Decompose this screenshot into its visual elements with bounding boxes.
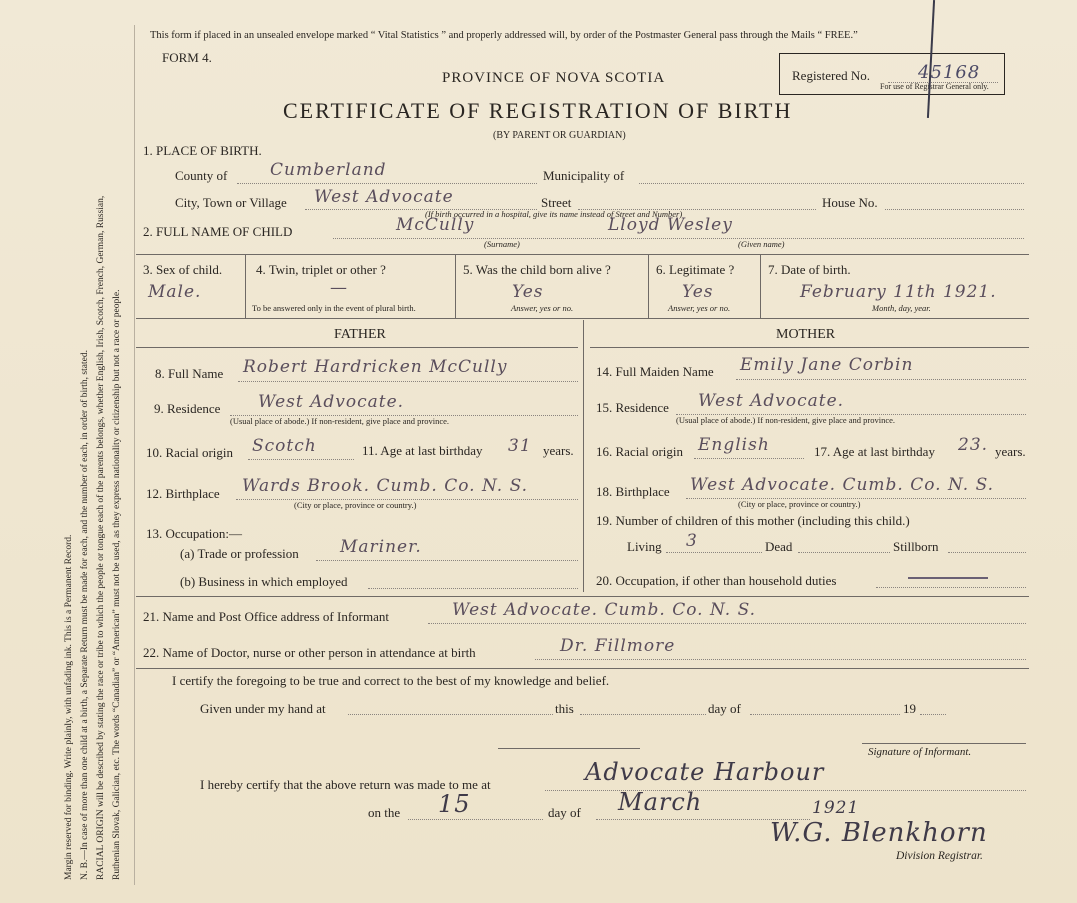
legitimate-note: Answer, yes or no.	[668, 303, 731, 313]
on-the-line	[408, 819, 543, 820]
given-under-line	[348, 714, 553, 715]
father-racial-value: Scotch	[252, 436, 317, 456]
father-heading-rule	[136, 347, 578, 348]
short-signature-rule	[498, 748, 640, 749]
registered-label: Registered No.	[792, 68, 870, 83]
alive-label: 5. Was the child born alive ?	[463, 262, 611, 277]
mother-racial-label: 16. Racial origin	[596, 444, 684, 459]
mother-occupation-dash	[908, 577, 988, 579]
mother-residence-value: West Advocate.	[698, 391, 845, 411]
dead-line	[798, 552, 890, 553]
child-name-label: 2. FULL NAME OF CHILD	[143, 224, 293, 239]
mother-birthplace-note: (City or place, province or country.)	[738, 499, 861, 509]
given-under-label: Given under my hand at	[200, 701, 326, 716]
informant-value: West Advocate. Cumb. Co. N. S.	[452, 600, 757, 620]
details-divider-1	[245, 254, 246, 318]
certify-top-rule	[136, 668, 1029, 669]
margin-line-1: Margin reserved for binding. Write plainly, with unfading ink. This is a Permanent Record.	[64, 534, 74, 880]
mother-age-label: 17. Age at last birthday	[814, 444, 935, 459]
mother-racial-value: English	[698, 435, 770, 455]
father-birthplace-note: (City or place, province or country.)	[294, 500, 417, 510]
father-residence-note: (Usual place of abode.) If non-resident, give place and province.	[230, 416, 450, 426]
this-label: this	[555, 701, 574, 716]
mother-occupation-label: 20. Occupation, if other than household duties	[596, 573, 837, 588]
registrar-place: Advocate Harbour	[585, 758, 825, 786]
father-racial-label: 10. Racial origin	[146, 445, 234, 460]
postal-notice: This form if placed in an unsealed envelope marked “ Vital Statistics ” and properly addressed will, by order of the Postmaster General pass through the Mails “ FREE.”	[150, 30, 858, 41]
county-line	[237, 183, 537, 184]
mother-heading-rule	[590, 347, 1029, 348]
mother-name-value: Emily Jane Corbin	[740, 355, 914, 375]
form-number: FORM 4.	[162, 50, 212, 65]
registered-year-value: 1921	[812, 798, 860, 818]
informant-signature-caption: Signature of Informant.	[868, 746, 972, 758]
father-name-line	[238, 381, 578, 382]
house-no-line	[885, 209, 1024, 210]
hospital-note: (If birth occurred in a hospital, give its name instead of Street and Number)	[425, 209, 683, 219]
informant-label: 21. Name and Post Office address of Informant	[143, 609, 389, 624]
trade-line	[316, 560, 578, 561]
place-of-birth-heading: 1. PLACE OF BIRTH.	[143, 143, 262, 158]
street-label: Street	[541, 195, 572, 210]
certificate-subtitle: (BY PARENT OR GUARDIAN)	[493, 130, 626, 141]
business-line	[368, 588, 578, 589]
children-count-label: 19. Number of children of this mother (including this child.)	[596, 513, 910, 528]
day-of-label: day of	[708, 701, 741, 716]
father-racial-line	[248, 459, 354, 460]
county-label: County of	[175, 168, 228, 183]
father-age-label: 11. Age at last birthday	[362, 443, 483, 458]
child-surname: McCully	[396, 215, 475, 235]
mother-racial-line	[694, 458, 804, 459]
trade-value: Mariner.	[340, 537, 422, 557]
certify-statement: I certify the foregoing to be true and correct to the best of my knowledge and belief.	[172, 673, 610, 688]
margin-instructions	[62, 20, 134, 880]
twin-label: 4. Twin, triplet or other ?	[256, 262, 386, 277]
alive-note: Answer, yes or no.	[511, 303, 574, 313]
registrar-signature: W.G. Blenkhorn	[770, 818, 988, 848]
father-occupation-label: 13. Occupation:—	[146, 526, 243, 541]
details-divider-4	[760, 254, 761, 318]
stillborn-line	[948, 552, 1026, 553]
province-heading: PROVINCE OF NOVA SCOTIA	[442, 70, 666, 86]
this-line	[580, 714, 706, 715]
father-heading: FATHER	[334, 327, 386, 342]
dead-label: Dead	[765, 539, 793, 554]
county-value: Cumberland	[270, 160, 387, 180]
margin-line-2: N. B.—In case of more than one child at a birth, a Separate Return must be made for each, and the number of each, in order of birth, stated.	[80, 350, 90, 880]
mother-age-value: 23.	[958, 435, 989, 455]
margin-line-4: Ruthenian Slovak, Galician, etc. The words “Canadian” or “American” must not be used, as they express nationality or citizenship but not a race or people.	[112, 289, 122, 880]
registered-value: 45168	[918, 62, 981, 83]
margin-line-3: RACIAL ORIGIN will be described by stating the race or tribe to which the people or tongue each of the parents belongs, whether English, Irish, Scotch, French, German, Russian,	[96, 195, 106, 880]
registered-note: For use of Registrar General only.	[880, 82, 989, 91]
father-name-value: Robert Hardricken McCully	[243, 357, 508, 377]
date-of-birth-note: Month, day, year.	[872, 303, 931, 313]
doctor-line	[535, 659, 1026, 660]
date-of-birth-value: February 11th 1921.	[800, 282, 997, 302]
municipality-label: Municipality of	[543, 168, 625, 183]
mother-birthplace-label: 18. Birthplace	[596, 484, 670, 499]
legitimate-value: Yes	[682, 282, 714, 302]
details-divider-3	[648, 254, 649, 318]
details-bottom-rule	[136, 318, 1029, 319]
day-of-line	[750, 714, 900, 715]
sex-value: Male.	[148, 282, 202, 302]
doctor-value: Dr. Fillmore	[560, 636, 676, 656]
father-age-value: 31	[508, 436, 532, 456]
registered-number-box	[779, 53, 1005, 95]
division-registrar-caption: Division Registrar.	[896, 850, 983, 862]
mother-name-line	[736, 379, 1026, 380]
given-name-note: (Given name)	[738, 239, 785, 249]
registered-day-value: 15	[438, 790, 471, 818]
details-divider-2	[455, 254, 456, 318]
year-line	[920, 714, 946, 715]
business-label: (b) Business in which employed	[180, 574, 348, 589]
binding-margin-rule	[134, 25, 135, 885]
on-the-label: on the	[368, 805, 401, 820]
living-value: 3	[686, 531, 698, 551]
registrar-statement: I hereby certify that the above return was made to me at	[200, 777, 491, 792]
child-given-name: Lloyd Wesley	[608, 215, 733, 235]
parents-bottom-rule	[136, 596, 1029, 597]
alive-value: Yes	[512, 282, 544, 302]
stillborn-label: Stillborn	[893, 539, 939, 554]
registered-month-value: March	[618, 788, 703, 816]
father-birthplace-label: 12. Birthplace	[146, 486, 220, 501]
father-name-label: 8. Full Name	[155, 366, 224, 381]
mother-residence-note: (Usual place of abode.) If non-resident, give place and province.	[676, 415, 896, 425]
details-top-rule	[136, 254, 1029, 255]
house-no-label: House No.	[822, 195, 878, 210]
living-line	[666, 552, 762, 553]
municipality-line	[639, 183, 1024, 184]
certificate-title: CERTIFICATE OF REGISTRATION OF BIRTH	[283, 98, 793, 123]
mother-residence-label: 15. Residence	[596, 400, 669, 415]
trade-label: (a) Trade or profession	[180, 546, 299, 561]
city-value: West Advocate	[314, 187, 454, 207]
father-residence-label: 9. Residence	[154, 401, 221, 416]
legitimate-label: 6. Legitimate ?	[656, 262, 735, 277]
child-name-line	[333, 238, 1024, 239]
twin-note: To be answered only in the event of plural birth.	[252, 303, 416, 313]
mother-birthplace-value: West Advocate. Cumb. Co. N. S.	[690, 475, 995, 495]
living-label: Living	[627, 539, 662, 554]
father-birthplace-value: Wards Brook. Cumb. Co. N. S.	[242, 476, 529, 496]
registered-day-of-label: day of	[548, 805, 581, 820]
registered-line	[888, 82, 998, 83]
informant-signature-line	[862, 743, 1026, 744]
doctor-label: 22. Name of Doctor, nurse or other person in attendance at birth	[143, 645, 476, 660]
year-prefix: 19	[903, 701, 916, 716]
father-years-label: years.	[543, 443, 574, 458]
father-residence-value: West Advocate.	[258, 392, 405, 412]
informant-line	[428, 623, 1026, 624]
mother-years-label: years.	[995, 444, 1026, 459]
parents-divider	[583, 320, 584, 592]
surname-note: (Surname)	[484, 239, 520, 249]
mother-occupation-line	[876, 587, 1026, 588]
mother-name-label: 14. Full Maiden Name	[596, 364, 714, 379]
twin-value: —	[330, 278, 348, 298]
date-of-birth-label: 7. Date of birth.	[768, 262, 851, 277]
city-label: City, Town or Village	[175, 195, 287, 210]
sex-label: 3. Sex of child.	[143, 262, 223, 277]
mother-heading: MOTHER	[776, 327, 836, 342]
